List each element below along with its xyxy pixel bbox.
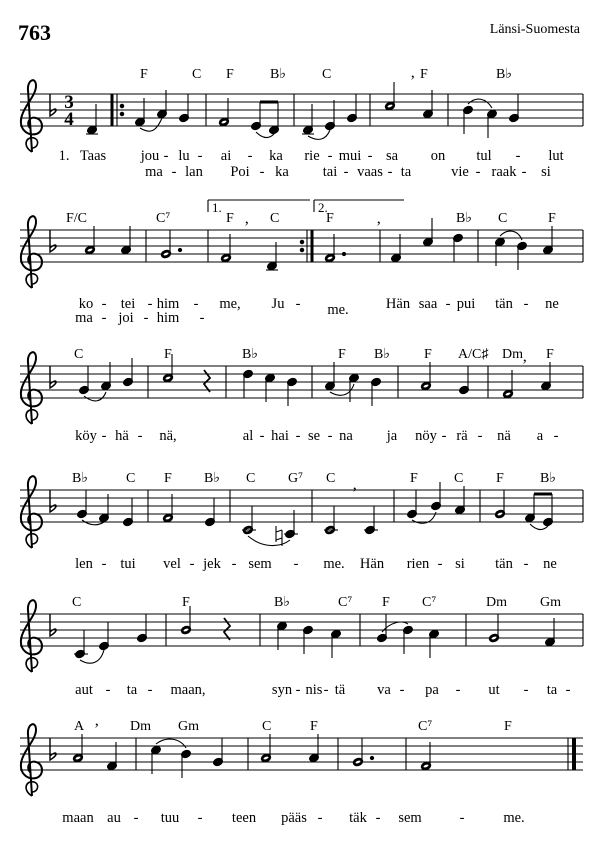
lyric-syllable: - <box>101 428 107 444</box>
lyric-syllable: 1. <box>58 148 70 164</box>
staff-system-6 <box>20 738 583 770</box>
lyric-syllable: ja <box>386 428 398 444</box>
time-signature-top: 3 <box>64 92 74 113</box>
chord-line-3 <box>74 347 554 362</box>
lyric-syllable: me, <box>219 296 241 312</box>
lyric-syllable: ma <box>75 310 93 326</box>
svg-text:’: ’ <box>94 721 100 738</box>
lyric-syllable: tuu <box>160 810 180 826</box>
chord-symbol: F <box>164 471 172 486</box>
chord-line-1 <box>140 67 512 82</box>
lyric-syllable: al <box>242 428 254 444</box>
chord-symbol: B♭ <box>242 347 258 362</box>
lyric-syllable: raak <box>491 164 517 180</box>
system-5-notes <box>74 606 583 663</box>
lyric-syllable: len <box>75 556 93 572</box>
lyric-syllable: me. <box>323 556 345 572</box>
lyric-syllable: aut <box>75 682 93 698</box>
lyric-syllable: me. <box>503 810 525 826</box>
lyric-syllable: nä, <box>159 428 177 444</box>
lyric-syllable: - <box>387 164 393 180</box>
lyric-syllable: pa <box>425 682 439 698</box>
lyric-syllable: tän <box>495 556 513 572</box>
chord-symbol: F <box>226 211 234 226</box>
lyric-syllable: - <box>521 164 527 180</box>
lyric-syllable: sa <box>385 148 399 164</box>
lyric-syllable: - <box>101 296 107 312</box>
lyric-syllable: on <box>430 148 446 164</box>
lyric-syllable: lu <box>178 148 190 164</box>
lyric-syllable: - <box>259 164 265 180</box>
lyric-syllable: ai <box>220 148 232 164</box>
lyric-syllable: tul <box>476 148 492 164</box>
lyric-syllable: tui <box>120 556 136 572</box>
lyric-syllable: - <box>445 296 451 312</box>
lyric-syllable: rie <box>304 148 320 164</box>
chord-symbol: C <box>326 471 336 486</box>
lyric-syllable: - <box>327 428 333 444</box>
lyric-syllable: ma <box>145 164 163 180</box>
lyric-syllable: maan <box>62 810 94 826</box>
lyric-syllable: vaas <box>357 164 383 180</box>
chord-symbol: F <box>382 595 390 610</box>
lyric-syllable: nöy <box>415 428 437 444</box>
chord-symbol: F <box>226 67 234 82</box>
chord-symbol: Dm <box>130 719 151 734</box>
lyric-syllable: - <box>143 310 149 326</box>
lyric-syllable: - <box>247 148 253 164</box>
lyric-syllable: - <box>101 310 107 326</box>
lyric-syllable: saa <box>418 296 438 312</box>
lyric-syllable: joi <box>118 310 134 326</box>
lyric-syllable: ta <box>400 164 412 180</box>
lyric-syllable: - <box>437 556 443 572</box>
lyric-syllable: - <box>317 810 323 826</box>
hymn-number: 763 <box>18 20 51 45</box>
chord-symbol: C <box>192 67 202 82</box>
chord-symbol: F <box>182 595 190 610</box>
lyric-syllable: nä <box>497 428 511 444</box>
chord-symbol: C <box>72 595 82 610</box>
source-label: Länsi-Suomesta <box>489 22 580 37</box>
treble-clef-icon <box>21 80 42 796</box>
lyric-syllable: tai <box>322 164 338 180</box>
lyric-syllable: hai <box>271 428 289 444</box>
staff-system-1 <box>20 94 583 126</box>
volta-1-label: 1. <box>212 200 222 215</box>
volta-2-label: 2. <box>318 200 328 215</box>
lyric-syllable: teen <box>231 810 257 826</box>
chord-symbol: B♭ <box>540 471 556 486</box>
time-signature-bottom: 4 <box>64 109 74 130</box>
chord-symbol: C <box>126 471 136 486</box>
chord-line-5 <box>72 595 561 610</box>
lyric-syllable: tä <box>334 682 346 698</box>
lyric-syllable: va <box>377 682 391 698</box>
lyric-syllable: a <box>536 428 544 444</box>
chord-symbol: C <box>454 471 464 486</box>
lyrics-line-2-verse-2 <box>75 310 204 326</box>
lyrics-line-6 <box>62 810 524 826</box>
lyric-syllable: him <box>156 310 180 326</box>
chord-symbol: C⁷ <box>338 595 353 610</box>
chord-symbol: B♭ <box>270 67 286 82</box>
lyric-syllable: tei <box>120 296 136 312</box>
lyric-syllable: - <box>455 682 461 698</box>
svg-text:’: ’ <box>376 219 382 236</box>
chord-symbol: G⁷ <box>288 471 303 486</box>
lyric-syllable: mui <box>338 148 362 164</box>
chord-symbol: Gm <box>540 595 561 610</box>
lyric-syllable: nis <box>305 682 323 698</box>
lyric-syllable: si <box>541 164 551 180</box>
lyric-syllable: - <box>197 810 203 826</box>
lyric-syllable: se <box>307 428 321 444</box>
lyric-syllable: - <box>327 148 333 164</box>
lyric-syllable: - <box>515 148 521 164</box>
lyric-syllable: vel <box>163 556 181 572</box>
chord-symbol: B♭ <box>496 67 512 82</box>
lyric-syllable: - <box>323 682 329 698</box>
lyric-syllable: - <box>133 810 139 826</box>
chord-symbol: C <box>262 719 272 734</box>
lyric-syllable: - <box>231 556 237 572</box>
lyric-syllable: au <box>107 810 121 826</box>
lyric-syllable: - <box>553 428 559 444</box>
lyric-syllable: pääs <box>281 810 307 826</box>
key-signature-flat-icon <box>50 94 56 760</box>
lyric-syllable: - <box>189 556 195 572</box>
lyric-syllable: - <box>101 556 107 572</box>
lyric-syllable: Taas <box>79 148 107 164</box>
chord-symbol: C⁷ <box>422 595 437 610</box>
chord-symbol: B♭ <box>274 595 290 610</box>
lyric-syllable: me. <box>327 302 349 318</box>
lyric-syllable: - <box>475 164 481 180</box>
lyrics-line-5 <box>75 682 570 698</box>
chord-line-2 <box>66 211 556 226</box>
lyric-syllable: köy <box>75 428 97 444</box>
lyric-syllable: ka <box>269 148 283 164</box>
chord-symbol: C <box>498 211 508 226</box>
chord-symbol: A <box>74 719 85 734</box>
chord-symbol: B♭ <box>456 211 472 226</box>
lyric-syllable: - <box>147 682 153 698</box>
staff-system-3 <box>20 366 583 398</box>
lyric-syllable: him <box>156 296 180 312</box>
chord-symbol: Dm <box>486 595 507 610</box>
lyric-syllable: - <box>259 428 265 444</box>
lyric-syllable: - <box>295 296 301 312</box>
lyric-syllable: - <box>171 164 177 180</box>
chord-symbol: F <box>504 719 512 734</box>
chord-symbol: A/C♯ <box>458 347 489 362</box>
lyric-syllable: - <box>295 428 301 444</box>
lyric-syllable: - <box>367 148 373 164</box>
lyric-syllable: - <box>375 810 381 826</box>
lyrics-line-1-verse-2 <box>145 164 551 180</box>
lyric-syllable: - <box>399 682 405 698</box>
lyric-syllable: ut <box>488 682 500 698</box>
lyric-syllable: ko <box>78 296 94 312</box>
system-1-notes <box>86 73 583 139</box>
lyric-syllable: ta <box>546 682 558 698</box>
chord-symbol: F <box>326 211 334 226</box>
lyric-syllable: tän <box>495 296 513 312</box>
lyric-syllable: maan, <box>170 682 206 698</box>
chord-symbol: F <box>164 347 172 362</box>
lyrics-line-4 <box>75 556 557 572</box>
lyric-syllable: rä <box>456 428 468 444</box>
chord-symbol: F <box>420 67 428 82</box>
lyrics-line-2-verse-1 <box>79 296 559 318</box>
chord-symbol: Gm <box>178 719 199 734</box>
chord-symbol: B♭ <box>204 471 220 486</box>
lyric-syllable: ne <box>545 296 559 312</box>
lyric-syllable: sem <box>248 556 272 572</box>
chord-symbol: C⁷ <box>156 211 171 226</box>
chord-symbol: F <box>410 471 418 486</box>
chord-line-6 <box>74 719 512 734</box>
lyric-syllable: ta <box>126 682 138 698</box>
lyric-syllable: täk <box>349 810 367 826</box>
chord-symbol: F <box>140 67 148 82</box>
chord-symbol: Dm <box>502 347 523 362</box>
lyric-syllable: Poi <box>230 164 250 180</box>
svg-text:’: ’ <box>522 357 528 374</box>
chord-symbol: F <box>424 347 432 362</box>
lyric-syllable: - <box>105 682 111 698</box>
chord-symbol: F/C <box>66 211 88 226</box>
svg-text:’: ’ <box>244 219 250 236</box>
lyric-syllable: - <box>459 810 465 826</box>
chord-symbol: C <box>74 347 84 362</box>
lyric-syllable: - <box>477 428 483 444</box>
lyric-syllable: - <box>295 682 301 698</box>
chord-symbol: C⁷ <box>418 719 433 734</box>
chord-symbol: F <box>546 347 554 362</box>
lyric-syllable: ne <box>543 556 557 572</box>
lyric-syllable: - <box>523 682 529 698</box>
lyric-syllable: na <box>339 428 353 444</box>
chord-symbol: F <box>548 211 556 226</box>
lyric-syllable: - <box>197 148 203 164</box>
chord-symbol: C <box>270 211 280 226</box>
lyric-syllable: rien <box>406 556 430 572</box>
lyric-syllable: si <box>455 556 465 572</box>
lyric-syllable: - <box>147 296 153 312</box>
chord-symbol: F <box>310 719 318 734</box>
lyric-syllable: - <box>193 296 199 312</box>
lyric-syllable: sem <box>398 810 422 826</box>
chord-line-4 <box>72 471 556 486</box>
lyric-syllable: - <box>523 556 529 572</box>
svg-text:’: ’ <box>410 73 416 90</box>
lyric-syllable: - <box>199 310 205 326</box>
lyric-syllable: lan <box>185 164 203 180</box>
lyric-syllable: ka <box>275 164 289 180</box>
lyric-syllable: - <box>293 556 299 572</box>
lyric-syllable: syn <box>271 682 293 698</box>
lyric-syllable: jou <box>140 148 160 164</box>
chord-symbol: C <box>246 471 256 486</box>
lyric-syllable: - <box>441 428 447 444</box>
chord-symbol: F <box>496 471 504 486</box>
lyric-syllable: vie <box>451 164 469 180</box>
lyric-syllable: lut <box>548 148 564 164</box>
lyric-syllable: Ju <box>271 296 285 312</box>
chord-symbol: C <box>322 67 332 82</box>
lyrics-line-3 <box>75 428 558 444</box>
lyric-syllable: - <box>137 428 143 444</box>
lyric-syllable: pui <box>456 296 476 312</box>
chord-symbol: B♭ <box>374 347 390 362</box>
lyric-syllable: jek <box>203 556 221 572</box>
lyric-syllable: Hän <box>385 296 411 312</box>
chord-symbol: B♭ <box>72 471 88 486</box>
lyrics-line-1-verse-1 <box>59 148 564 164</box>
lyric-syllable: - <box>523 296 529 312</box>
lyric-syllable: Hän <box>359 556 385 572</box>
chord-symbol: F <box>338 347 346 362</box>
lyric-syllable: - <box>565 682 571 698</box>
svg-text:’: ’ <box>352 485 358 502</box>
lyric-syllable: hä <box>115 428 129 444</box>
lyric-syllable: - <box>343 164 349 180</box>
lyric-syllable: - <box>163 148 169 164</box>
